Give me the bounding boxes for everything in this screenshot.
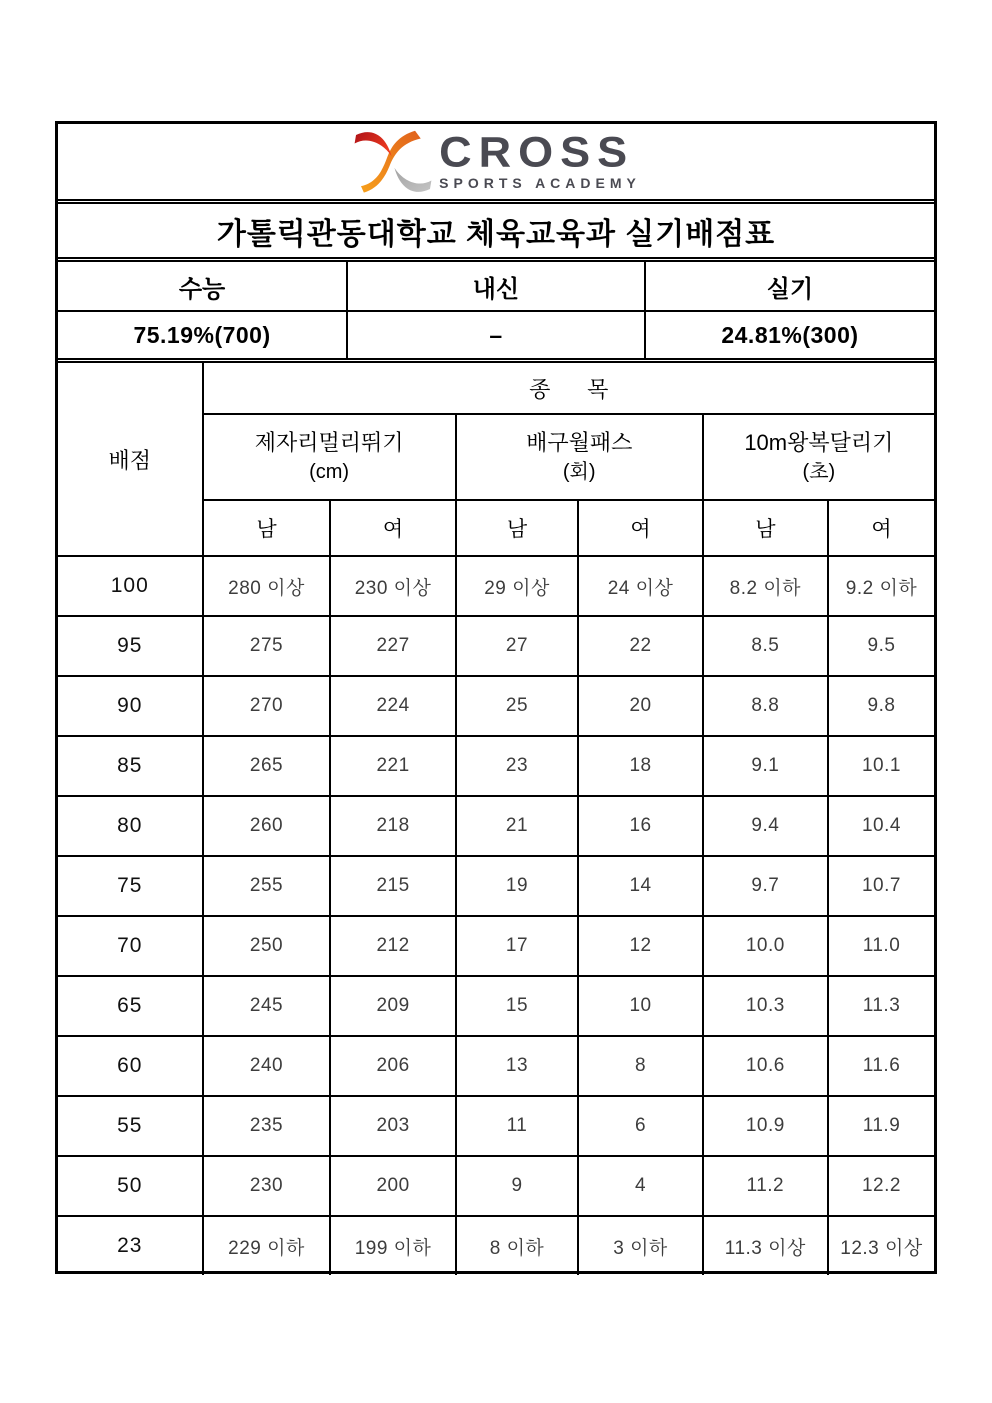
data-cell: 224 (330, 676, 455, 736)
event-header-volleyball-pass (456, 414, 703, 500)
score-row (58, 1036, 934, 1096)
data-cell: 12 (578, 916, 702, 976)
ratio-table (58, 262, 934, 358)
event-name: 10m왕복달리기 (744, 429, 894, 455)
logo-row (58, 124, 934, 204)
score-row (58, 1156, 934, 1216)
ratio-value-naesin: – (347, 311, 645, 358)
data-cell: 4 (578, 1156, 702, 1216)
event-unit: (초) (802, 461, 836, 484)
gender-header: 여 (330, 500, 455, 556)
data-cell: 8 이하 (456, 1216, 579, 1275)
data-cell: 255 (203, 856, 331, 916)
event-name: 배구월패스 (526, 429, 633, 455)
data-cell: 9.2 이하 (828, 556, 934, 616)
ratio-header-naesin: 내신 (347, 262, 645, 311)
data-cell: 10.3 (703, 976, 828, 1036)
score-value: 70 (58, 916, 203, 976)
data-cell: 206 (330, 1036, 455, 1096)
score-row (58, 916, 934, 976)
data-cell: 245 (203, 976, 331, 1036)
data-cell: 9.4 (703, 796, 828, 856)
data-cell: 275 (203, 616, 331, 676)
ratio-value-suneung: 75.19%(700) (133, 321, 271, 348)
data-cell: 235 (203, 1096, 331, 1156)
score-column-header: 배점 (58, 363, 203, 556)
data-cell: 21 (456, 796, 579, 856)
title-row (58, 204, 934, 262)
data-cell: 11.2 (703, 1156, 828, 1216)
data-cell: 10.4 (828, 796, 934, 856)
score-value: 23 (58, 1216, 203, 1275)
data-cell: 16 (578, 796, 702, 856)
data-cell: 9.1 (703, 736, 828, 796)
data-cell: 3 이하 (578, 1216, 702, 1275)
ratio-header-silgi: 실기 (645, 262, 934, 311)
data-cell: 8.8 (703, 676, 828, 736)
event-unit: (회) (562, 461, 596, 484)
data-cell: 14 (578, 856, 702, 916)
ratio-section (58, 262, 934, 363)
event-unit: (cm) (309, 461, 350, 484)
events-group-header: 종 목 (203, 363, 934, 414)
score-row (58, 856, 934, 916)
logo-text (439, 127, 641, 192)
data-cell: 215 (330, 856, 455, 916)
score-value: 50 (58, 1156, 203, 1216)
data-cell: 230 (203, 1156, 331, 1216)
data-cell: 22 (578, 616, 702, 676)
score-value: 85 (58, 736, 203, 796)
data-cell: 218 (330, 796, 455, 856)
data-cell: 280 이상 (203, 556, 331, 616)
data-cell: 199 이하 (330, 1216, 455, 1275)
score-row (58, 796, 934, 856)
data-cell: 9 (456, 1156, 579, 1216)
data-cell: 11.6 (828, 1036, 934, 1096)
score-value: 65 (58, 976, 203, 1036)
data-cell: 11.3 (828, 976, 934, 1036)
data-cell: 10.7 (828, 856, 934, 916)
data-cell: 200 (330, 1156, 455, 1216)
group-header-row (58, 363, 934, 414)
data-cell: 11.3 이상 (703, 1216, 828, 1275)
data-cell: 260 (203, 796, 331, 856)
gender-header: 남 (456, 500, 579, 556)
gender-header: 여 (578, 500, 702, 556)
data-cell: 8.5 (703, 616, 828, 676)
data-cell: 270 (203, 676, 331, 736)
data-cell: 15 (456, 976, 579, 1036)
score-table (58, 363, 934, 1275)
data-cell: 229 이하 (203, 1216, 331, 1275)
ratio-header-row (58, 262, 934, 311)
ratio-values-row (58, 311, 934, 358)
score-row (58, 1096, 934, 1156)
data-cell: 8 (578, 1036, 702, 1096)
data-cell: 20 (578, 676, 702, 736)
data-cell: 265 (203, 736, 331, 796)
score-row (58, 1216, 934, 1275)
score-value: 80 (58, 796, 203, 856)
logo-tagline: SPORTS ACADEMY (439, 175, 641, 192)
data-cell: 10.9 (703, 1096, 828, 1156)
data-cell: 221 (330, 736, 455, 796)
data-cell: 212 (330, 916, 455, 976)
cross-x-icon (351, 130, 435, 194)
data-cell: 25 (456, 676, 579, 736)
data-cell: 209 (330, 976, 455, 1036)
data-cell: 19 (456, 856, 579, 916)
data-cell: 9.5 (828, 616, 934, 676)
data-cell: 240 (203, 1036, 331, 1096)
score-value: 95 (58, 616, 203, 676)
data-cell: 9.8 (828, 676, 934, 736)
data-cell: 17 (456, 916, 579, 976)
score-value: 75 (58, 856, 203, 916)
data-cell: 227 (330, 616, 455, 676)
data-cell: 27 (456, 616, 579, 676)
score-row (58, 676, 934, 736)
score-row (58, 976, 934, 1036)
ratio-header-suneung: 수능 (58, 262, 347, 311)
cross-logo (351, 127, 641, 194)
data-cell: 18 (578, 736, 702, 796)
data-cell: 203 (330, 1096, 455, 1156)
score-row (58, 616, 934, 676)
data-cell: 11.9 (828, 1096, 934, 1156)
ratio-value-silgi: 24.81%(300) (645, 311, 934, 358)
score-sheet-frame (55, 121, 937, 1274)
data-cell: 10.0 (703, 916, 828, 976)
data-cell: 10.6 (703, 1036, 828, 1096)
gender-header: 남 (703, 500, 828, 556)
event-name: 제자리멀리뛰기 (254, 429, 404, 455)
gender-header: 남 (203, 500, 331, 556)
score-row (58, 736, 934, 796)
data-cell: 230 이상 (330, 556, 455, 616)
score-value: 100 (58, 556, 203, 616)
score-value: 60 (58, 1036, 203, 1096)
data-cell: 10.1 (828, 736, 934, 796)
gender-header: 여 (828, 500, 934, 556)
data-cell: 6 (578, 1096, 702, 1156)
score-value: 90 (58, 676, 203, 736)
data-cell: 250 (203, 916, 331, 976)
data-cell: 13 (456, 1036, 579, 1096)
data-cell: 11 (456, 1096, 579, 1156)
data-cell: 10 (578, 976, 702, 1036)
data-cell: 9.7 (703, 856, 828, 916)
data-cell: 24 이상 (578, 556, 702, 616)
score-row (58, 556, 934, 616)
event-header-shuttle-run (703, 414, 934, 500)
page-title: 가톨릭관동대학교 체육교육과 실기배점표 (216, 217, 776, 251)
data-cell: 8.2 이하 (703, 556, 828, 616)
data-cell: 23 (456, 736, 579, 796)
data-cell: 11.0 (828, 916, 934, 976)
logo-brand: CROSS (439, 127, 635, 176)
score-value: 55 (58, 1096, 203, 1156)
data-cell: 29 이상 (456, 556, 579, 616)
data-cell: 12.3 이상 (828, 1216, 934, 1275)
data-cell: 12.2 (828, 1156, 934, 1216)
event-header-long-jump (203, 414, 456, 500)
